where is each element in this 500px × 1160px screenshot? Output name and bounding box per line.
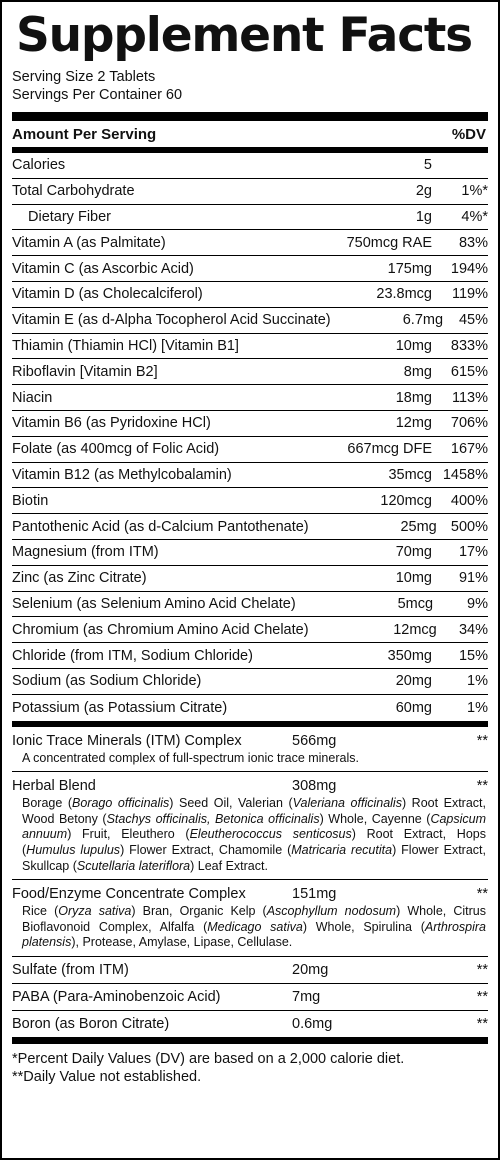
botanical-name: Valeriana officinalis <box>292 796 402 811</box>
nutrient-name: Pantothenic Acid (as d-Calcium Pantothenate) <box>12 518 309 535</box>
servings-per-container: Servings Per Container 60 <box>12 87 183 103</box>
nutrient-dv: 1458% <box>442 466 488 483</box>
nutrient-amount: 667mcg DFE <box>347 441 432 458</box>
footnotes <box>12 1044 488 1086</box>
food-dv: ** <box>476 886 488 903</box>
nutrient-row <box>12 514 488 540</box>
description-text: Rice ( <box>22 904 59 919</box>
description-text: ) Fruit, Eleuthero ( <box>67 827 190 842</box>
herbal-description <box>12 796 488 874</box>
nutrient-dv: 1%* <box>461 183 488 200</box>
nutrient-row <box>12 411 488 437</box>
nutrient-amount: 70mg <box>395 544 432 561</box>
nutrient-name: Biotin <box>12 492 49 509</box>
nutrient-name: Riboflavin [Vitamin B2] <box>12 363 158 380</box>
nutrient-amount: 5mcg <box>397 595 434 612</box>
nutrient-name: Vitamin B6 (as Pyridoxine HCl) <box>12 415 211 432</box>
nutrient-amount: 60mg <box>395 699 432 716</box>
nutrient-name: Dietary Fiber <box>28 208 111 225</box>
ingredient-amount: 7mg <box>292 988 321 1005</box>
nutrient-amount: 25mg <box>400 518 437 535</box>
itm-dv: ** <box>476 732 488 749</box>
nutrient-row <box>12 230 488 256</box>
nutrient-row <box>12 643 488 669</box>
botanical-name: Ascophyllum nodosum <box>266 904 397 919</box>
ingredient-row <box>12 984 488 1011</box>
nutrient-name: Magnesium (from ITM) <box>12 544 159 561</box>
ingredient-dv: ** <box>476 961 488 978</box>
serving-size: Serving Size 2 Tablets <box>12 69 156 85</box>
nutrient-amount: 12mcg <box>393 621 437 638</box>
nutrient-row <box>12 334 488 360</box>
description-text: ) Root Extract, Hops ( <box>22 827 486 857</box>
footnote-not-established: **Daily Value not established. <box>12 1068 202 1085</box>
nutrient-amount: 20mg <box>395 673 432 690</box>
food-description <box>12 904 488 951</box>
dv-label: %DV <box>451 125 486 143</box>
nutrient-amount: 175mg <box>387 260 432 277</box>
nutrient-table <box>12 153 488 721</box>
nutrient-amount: 120mcg <box>380 492 432 509</box>
description-text: Borage ( <box>22 796 73 811</box>
nutrient-amount: 6.7mg <box>402 312 444 329</box>
botanical-name: Capsicum annuum <box>22 811 487 842</box>
description-text: ) Leaf Extract. <box>190 858 268 873</box>
herbal-name: Herbal Blend <box>12 778 96 795</box>
ingredient-name: Boron (as Boron Citrate) <box>12 1015 170 1032</box>
nutrient-row <box>12 566 488 592</box>
nutrient-name: Vitamin A (as Palmitate) <box>12 234 166 251</box>
nutrient-name: Sodium (as Sodium Chloride) <box>12 673 202 690</box>
nutrient-dv: 194% <box>450 260 488 277</box>
nutrient-name: Vitamin D (as Cholecalciferol) <box>12 286 203 303</box>
description-text: ) Whole, Spirulina ( <box>302 919 425 934</box>
nutrient-name: Potassium (as Potassium Citrate) <box>12 699 228 716</box>
nutrient-row <box>12 617 488 643</box>
description-text: ) Root Extract, Wood Betony ( <box>22 796 486 826</box>
nutrient-dv: 1% <box>467 699 488 716</box>
itm-description: A concentrated complex of full-spectrum ionic trace minerals. <box>22 750 359 765</box>
botanical-name: Oryza sativa <box>58 904 132 919</box>
herbal-dv: ** <box>476 778 488 795</box>
description-text: ) Flower Extract, Chamomile ( <box>120 842 292 857</box>
itm-block <box>12 727 488 773</box>
nutrient-dv: 4%* <box>461 208 488 225</box>
botanical-name: Scutellaria lateriflora <box>76 858 191 873</box>
nutrient-amount: 35mcg <box>388 466 432 483</box>
description-text: ), Protease, Amylase, Lipase, Cellulase. <box>71 935 293 950</box>
thick-divider <box>12 112 488 121</box>
nutrient-row <box>12 488 488 514</box>
nutrient-amount: 2g <box>415 183 432 200</box>
nutrient-amount: 12mg <box>395 415 432 432</box>
nutrient-row <box>12 592 488 618</box>
nutrient-row <box>12 695 488 721</box>
nutrient-dv: 615% <box>450 363 488 380</box>
food-name: Food/Enzyme Concentrate Complex <box>12 886 246 903</box>
ingredient-dv: ** <box>476 988 488 1005</box>
column-header <box>12 121 488 147</box>
description-text: ) Seed Oil, Valerian ( <box>169 796 293 811</box>
ingredient-dv: ** <box>476 1015 488 1032</box>
description-text: ) Whole, Cayenne ( <box>319 811 431 826</box>
nutrient-amount: 10mg <box>395 337 432 354</box>
panel-title: Supplement Facts <box>16 8 472 63</box>
nutrient-dv: 83% <box>458 234 488 251</box>
amount-per-serving-label: Amount Per Serving <box>12 125 157 143</box>
nutrient-row <box>12 282 488 308</box>
botanical-name: Medicago sativa <box>207 919 303 934</box>
nutrient-name: Vitamin C (as Ascorbic Acid) <box>12 260 194 277</box>
botanical-name: Matricaria recutita <box>291 842 393 857</box>
nutrient-name: Zinc (as Zinc Citrate) <box>12 570 147 587</box>
nutrient-amount: 350mg <box>387 647 432 664</box>
food-amount: 151mg <box>292 886 337 903</box>
nutrient-row <box>12 205 488 231</box>
nutrient-name: Calories <box>12 157 66 174</box>
nutrient-dv: 15% <box>458 647 488 664</box>
ingredient-name: Sulfate (from ITM) <box>12 961 129 978</box>
botanical-name: Arthrospira platensis <box>22 919 487 950</box>
nutrient-dv: 113% <box>451 389 488 406</box>
nutrient-name: Total Carbohydrate <box>12 183 135 200</box>
nutrient-row <box>12 359 488 385</box>
nutrient-dv: 91% <box>458 570 488 587</box>
nutrient-name: Chromium (as Chromium Amino Acid Chelate) <box>12 621 309 638</box>
botanical-name: Humulus lupulus <box>26 842 121 857</box>
nutrient-name: Vitamin E (as d-Alpha Tocopherol Acid Succinate) <box>12 312 331 329</box>
nutrient-name: Folate (as 400mcg of Folic Acid) <box>12 441 220 458</box>
nutrient-amount: 10mg <box>395 570 432 587</box>
itm-name: Ionic Trace Minerals (ITM) Complex <box>12 732 242 749</box>
botanical-name: Borago officinalis <box>72 796 170 811</box>
description-text: ) Whole, Citrus Bioflavonoid Complex, Alfalfa ( <box>22 904 486 934</box>
nutrient-row <box>12 437 488 463</box>
nutrient-row <box>12 153 488 179</box>
nutrient-row <box>12 256 488 282</box>
other-ingredients <box>12 957 488 1038</box>
herbal-amount: 308mg <box>292 778 337 795</box>
ingredient-row <box>12 1011 488 1038</box>
food-block <box>12 880 488 957</box>
nutrient-row <box>12 463 488 489</box>
herbal-block <box>12 772 488 880</box>
description-text: ) Bran, Organic Kelp ( <box>131 904 267 919</box>
ingredient-amount: 20mg <box>292 961 329 978</box>
nutrient-dv: 45% <box>458 312 488 329</box>
nutrient-amount: 750mcg RAE <box>346 234 432 251</box>
itm-amount: 566mg <box>292 732 337 749</box>
nutrient-name: Niacin <box>12 389 53 406</box>
nutrient-amount: 23.8mcg <box>376 286 432 303</box>
nutrient-dv: 9% <box>467 595 488 612</box>
ingredient-name: PABA (Para-Aminobenzoic Acid) <box>12 988 221 1005</box>
nutrient-dv: 17% <box>458 544 488 561</box>
nutrient-name: Thiamin (Thiamin HCl) [Vitamin B1] <box>12 337 239 354</box>
nutrient-amount: 8mg <box>403 363 432 380</box>
nutrient-amount: 5 <box>423 157 432 174</box>
nutrient-name: Vitamin B12 (as Methylcobalamin) <box>12 466 232 483</box>
ingredient-row <box>12 957 488 984</box>
botanical-name: Stachys officinalis, Betonica officinalis <box>106 811 320 826</box>
footnote-dv: *Percent Daily Values (DV) are based on a 2,000 calorie diet. <box>12 1050 405 1067</box>
nutrient-row <box>12 308 488 334</box>
nutrient-dv: 167% <box>450 441 488 458</box>
nutrient-row <box>12 540 488 566</box>
ingredient-amount: 0.6mg <box>292 1015 333 1032</box>
nutrient-row <box>12 385 488 411</box>
nutrient-dv: 119% <box>451 286 488 303</box>
nutrient-dv: 833% <box>450 337 488 354</box>
nutrient-dv: 1% <box>467 673 488 690</box>
nutrient-name: Selenium (as Selenium Amino Acid Chelate) <box>12 595 296 612</box>
nutrient-amount: 18mg <box>395 389 432 406</box>
nutrient-amount: 1g <box>415 208 432 225</box>
botanical-name: Eleutherococcus senticosus <box>189 827 352 842</box>
nutrient-row <box>12 669 488 695</box>
nutrient-dv: 34% <box>458 621 488 638</box>
nutrient-row <box>12 179 488 205</box>
nutrient-name: Chloride (from ITM, Sodium Chloride) <box>12 647 253 664</box>
nutrient-dv: 500% <box>450 518 488 535</box>
nutrient-dv: 400% <box>450 492 488 509</box>
description-text: ) Flower Extract, Skullcap ( <box>22 842 486 873</box>
nutrient-dv: 706% <box>450 415 488 432</box>
